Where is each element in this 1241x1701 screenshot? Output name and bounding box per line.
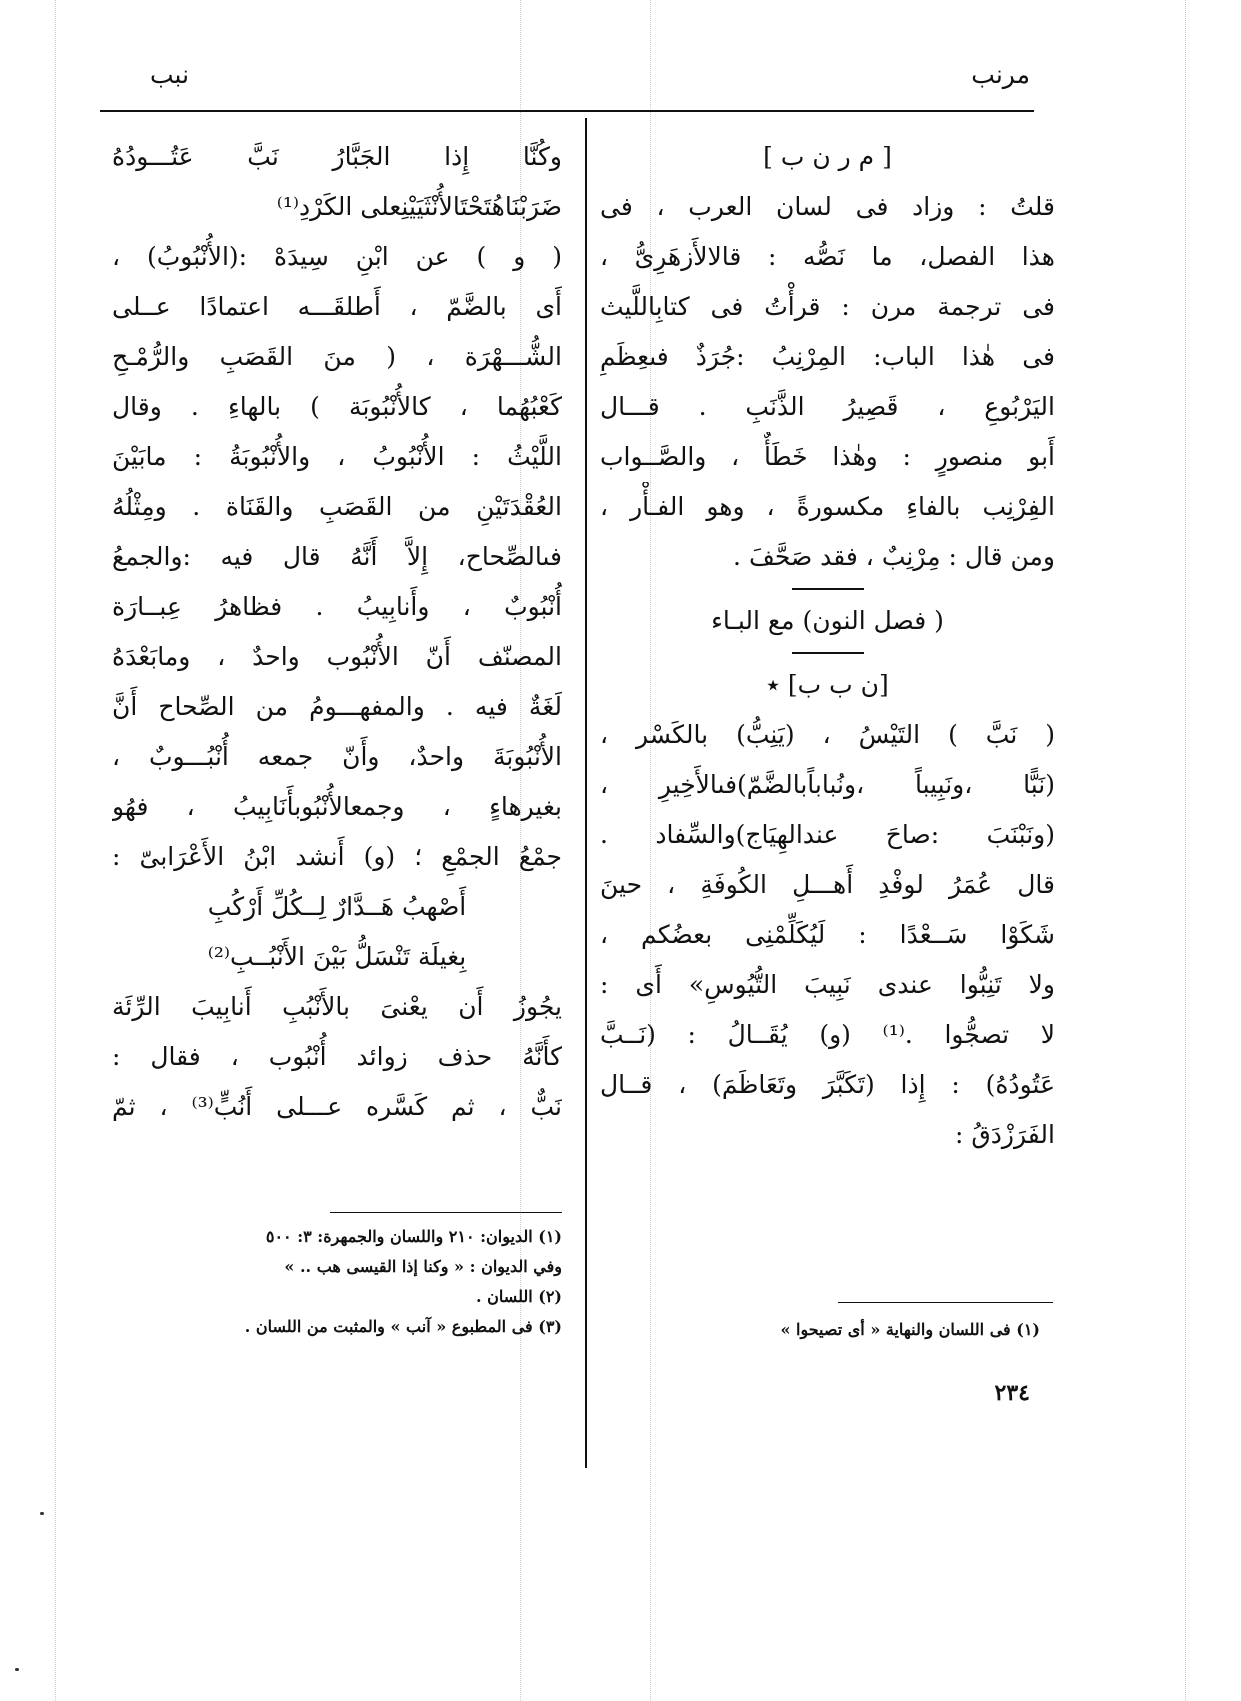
text-line: كأَنَّهُ حذف زوائد أُنْبُوب ، فقال : [112,1042,562,1071]
text-line: لا تصجُّوا .⁽¹⁾ (و) يُقَــالُ : (نَــبَّ [600,1020,1055,1049]
text-line: ( و ) عن ابْنِ سِيدَهْ :(الأُنْبُوبُ) ، [112,242,562,271]
footnote-rule-left [330,1212,562,1213]
text-line: (ونَبْنَبَ :صاحَ عندالهِيَاج)والسِّفاد . [600,820,1055,849]
text-line: فى ترجمة مرن : قرأْتُ فى كتابِاللَّيث [600,292,1055,321]
text-line: الفِرْنِب بالفاءِ مكسورةً ، وهو الفـأْر ، [600,492,1055,521]
footnote-line: (٣) فى المطبوع « آنب » والمثبت من اللسان . [244,1317,562,1336]
text-line: ولا تَنِبُّوا عندى نَبِيبَ التُّيُوسِ» أَى : [600,970,1055,999]
text-line: أَصْهبُ هَــدَّارٌ لِــكُلِّ أَرْكُبِ [207,892,467,921]
footnote-line: (٢) اللسان . [476,1287,562,1306]
footnote-rule-right [838,1302,1053,1303]
text-line: جمْعُ الجمْعِ ؛ (و) أَنشد ابْنُ الأَعْرَابىّ : [112,842,562,871]
text-line: المصنّف أَنّ الأُنْبُوب واحدٌ ، ومابَعْدَهُ [112,642,562,671]
text-line: الشُّـــهْرَة ، ( منَ القَصَبِ والرُّمْـحِ [112,342,562,371]
text-line: أَى بالضَّمّ ، أَطلقَـــه اعتمادًا عــلى [112,292,562,321]
text-line: الفَرَزْدَقُ : [955,1120,1055,1149]
scan-guide-line [55,0,56,1701]
right-column [600,132,1055,1160]
text-line: قال عُمَرُ لوفْدِ أَهـــلِ الكُوفَةِ ، حينَ [600,870,1055,899]
text-line: نَبٌّ ، ثم كَسَّره عـــلى أَنُبٍّ⁽³⁾ ، ثمّ [112,1092,562,1121]
text-line: فىالصِّحاح، إِلاَّ أَنَّهُ قال فيه :والجمعُ [112,542,562,571]
text-line: فى هٰذا الباب: المِرْنِبُ :جُرَذٌ فىعِظَمِ [600,342,1055,371]
scan-guide-line [1185,0,1186,1701]
text-line: قلتُ : وزاد فى لسان العرب ، فى [600,192,1055,221]
text-line: كَعْبُهُما ، كالأُنْبُوبَة ) بالهاءِ . وقال [112,392,562,421]
text-line: شَكَوْا سَــعْدًا : لَيُكَلِّمْنِى بعضُكم ، [600,920,1055,949]
text-line: أَبو منصورٍ : وهٰذا خَطَأٌ ، والصَّــواب [600,442,1055,471]
text-line: ( نَبَّ ) التَيْسُ ، (يَنِبُّ) بالكَسْر ، [600,720,1055,749]
running-head-left: نبب [150,60,190,89]
text-line: هذا الفصل، ما نَصُّه : قالالأَزهَرِىُّ ، [600,242,1055,271]
text-line: العُقْدَتَيْنِ من القَصَبِ والقَنَاة . ومِثْلُهُ [112,492,562,521]
header-rule [100,110,1034,112]
text-line: ( فصل النون) مع البـاء [711,606,944,635]
footnote-line: (١) الديوان: ٢١٠ واللسان والجمهرة: ٣: ٥٠٠ [265,1227,562,1246]
left-column [112,132,562,1132]
scan-speck [40,1512,44,1515]
text-line: [ م ر ن ب ] [763,142,892,171]
text-line: أُنْبُوبٌ ، وأَنابِيبُ . فظاهرُ عِبــارَة [112,592,562,621]
text-line: الأُنْبُوبَةَ واحدٌ، وأَنّ جمعه أُنْبُـــوبٌ ، [112,742,562,771]
text-line: (نَبًّا ،ونَبِيباً ،ونُباباًبالضَّمّ)فىالأَخِيرِ ، [600,770,1055,799]
text-line: لَغَةٌ فيه . والمفهـــومُ من الصِّحاح أَنَّ [112,692,562,721]
section-separator [792,588,864,590]
text-line: وكُنَّا إِذا الجَبَّارُ نَبَّ عَتُـــودُهُ [112,142,562,171]
running-head-right: مرنب [971,60,1030,89]
page-number: ٢٣٤ [994,1380,1030,1406]
text-line: يجُوزُ أَن يعْنىَ بالأَنْبُبِ أَنابِيبَ الرِّئَة [112,992,562,1021]
footnote-line: (١) فى اللسان والنهاية « أى تصيحوا » [780,1320,1040,1339]
section-separator [792,652,864,654]
text-line: اليَرْبُوعِ ، قَصِيرُ الذَّنَبِ . قـــال [600,392,1055,421]
text-line: بِغيلَة تَنْسَلُّ بَيْنَ الأَنْبُــبِ⁽²⁾ [207,942,467,971]
text-line: [ن ب ب] ٭ [766,670,889,699]
footnotes-right [600,1315,1040,1345]
column-divider [585,118,587,1468]
text-line: ومن قال : مِرْنِبٌ ، فقد صَحَّفَ . [733,542,1055,571]
text-line: ضَرَبْنَاهُتَحْتَالأُنْثَيَيْنِعلى الكَرْدِ⁽¹⁾ [276,192,562,221]
footnotes-left [112,1222,562,1342]
footnote-line: وفي الديوان : « وكنا إذا القيسى هب .. » [284,1257,562,1276]
text-line: اللَّيْثُ : الأُنْبُوبُ ، والأُنْبُوبَةُ : مابَيْنَ [112,442,562,471]
scan-speck [15,1668,19,1671]
text-line: عَتُودُهُ) : إِذا (تَكَبَّرَ وتَعَاظَمَ) ، قــال [600,1070,1055,1099]
text-line: بغيرهاءٍ ، وجمعالأُنْبُوبأَنَابِيبُ ، فهُو [112,792,562,821]
